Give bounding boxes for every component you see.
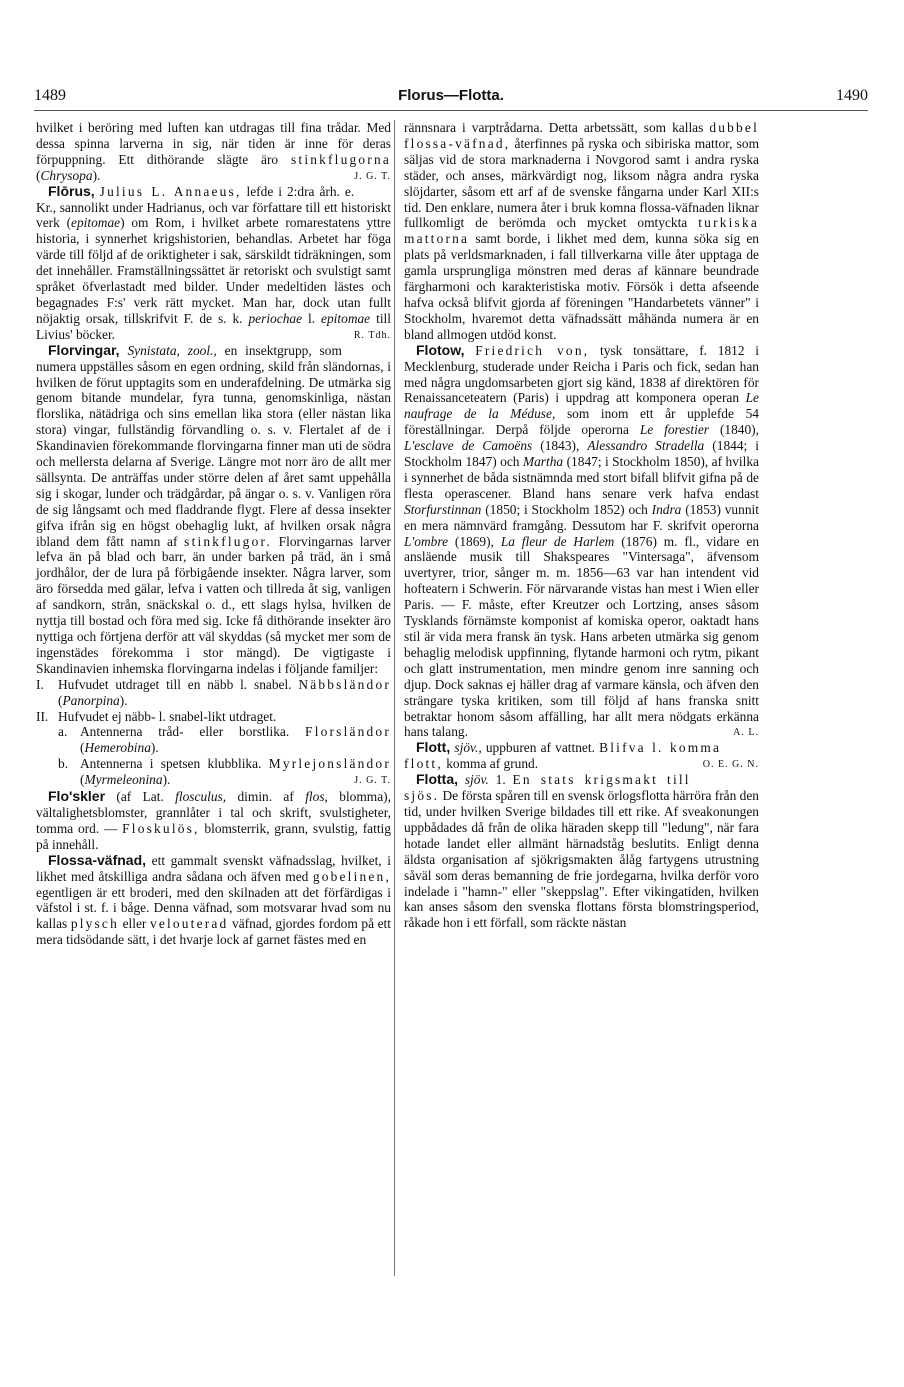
author-signature: A. L.	[733, 727, 759, 739]
page-header	[34, 87, 868, 109]
headword: Flossa-väfnad,	[48, 851, 147, 868]
list-item: a. Antennerna tråd- eller borstlika. Florsländor (Hemerobina).	[58, 724, 391, 756]
headword: Flott,	[416, 739, 451, 756]
author-signature: O. E. G. N.	[702, 759, 759, 771]
column-divider	[394, 120, 395, 1276]
entry-flott: Flott, sjöv., uppburen af vattnet. Blifva l. komma flott, komma af grund. O. E. G. N.	[404, 739, 759, 772]
header-rule	[34, 110, 868, 111]
entry-floskler: Flo'skler (af Lat. flosculus, dimin. af flos, blomma), vältalighetsblomster, grannlåter i tal och skrift, svulstigheter, tomma ord. — Floskulös, blomsterrik, grann, svulstig, fattig på innehåll.	[36, 788, 391, 852]
author-signature: J. G. T.	[354, 170, 391, 182]
entry-flotow: Flotow, Friedrich von, tysk tonsättare, f. 1812 i Mecklenburg, studerade under Reicha i Paris och fick, sedan han med några ungdomsarbeten gjort sig känd, 1838 af direktören för Renaissanceteatern (Paris) i uppdrag att komponera operan Le naufrage de la Méduse, som inom ett år upplefde 54 föreställningar. Derpå följde operorna Le forestier (1840), L'esclave de Camoëns (1843), Alessandro Stradella (1844; i Stockholm 1847) och Martha (1847; i Stockholm 1850), af hvilka i synnerhet de båda sistnämnda med stort bifall blifvit gifna på de flesta operascener. Bland hans senare verk hafva endast Storfurstinnan (1850; i Stockholm 1852) och Indra (1853) vunnit en mera nämnvärd framgång. Dessutom har F. skrifvit operorna L'ombre (1869), La fleur de Harlem (1876) m. fl., vidare en ansläende musik till Shakspeares "Vintersaga", äfvensom uvertyrer, trior, sånger m. m. 1856—63 var han intendent vid hofteatern i Schwerin. För närvarande vistas han mest i Wien eller Paris. — F. måste, efter Kreutzer och Lortzing, anses såsom Tysklands förnämste komponist af komiska operor, oaktadt hans stil är vida mera fransk än tysk. Hans arbeten utmärka sig genom behaglig melodisk uppfinning, flytande harmoni och rytm, pikant och glatt instrumentation, men mindre genom inre sanning och djup. Dock saknas ej häller drag af varmare känsla, och äfven den strängare tyska kritiken, som till följd af hans franska snitt betraktar honom såsom affälling, har allt mera nödgats erkänna hans talang. A. L.	[404, 341, 760, 740]
entry-florus: Flōrus, Julius L. Annaeus, lefde i 2:dra årh. e. Kr., sannolikt under Hadrianus, och var författare till ett historiskt verk (epitomae) om Rom, i hvilket arbete romarestatens yttre historia, i synnerhet krigshistorien, behandlas. Arbetet har föga värde till följd af de oriktigheter i sak, särskildt tidräkningen, som det innehåller. Framställningssättet är retoriskt och svulstigt samt språket öfverlastadt med bilder. Under medeltiden lästes och begagnades F:s' verk rätt mycket. Man har, dock utan fullt nöjaktig orsak, tillskrifvit F. de s. k. periochae l. epitomae till Livius' böcker. R. Tdh.	[36, 182, 391, 342]
column-left	[36, 120, 391, 948]
entry-florvingar: Florvingar, Synistata, zool., en insektgrupp, som numera uppställes såsom en egen ordning, skild från sländornas, i hvilken de förut upptagits som en underafdelning. De utmärka sig genom bitande mundelar, fyra tunna, genomskinliga, nästan florslika, nätädriga och sins emellan lika stora (eller nästan lika stora) vingar, fullständig förvandling o. s. v. Flertalet af de i Skandinavien förekommande florvingarna finner man uti de södra och mellersta delarna af Sverige. Längre mot norr äro de allt mer sällsynta. De anträffas under större delen af året samt uppehålla sig i skogar, lunder och trädgårdar, på ängar o. s. v. Vanligen röra de sig långsamt och med fladdrande flygt. Flere af dessa insekter gifva ifrån sig en högst obehaglig lukt, af hvilken orsak några ibland dem fått namn af stinkflugor. Florvingarnas larver lefva än på blad och barr, än under barken på träd, än i små jordhålor, der de lura på förbigående insekter. Några larver, som äro försedda med gälar, lefva i vatten och tillreda åt sig, vanligen af sandkorn, strån, snäckskal o. d., ett slags hylsa, hvilken de nyttja till bostad och föra med sig. Icke få dithörande insekter äro nyttiga och förtjena derför att väl skyddas (så mycket mer som de ingenstädes förekomma i stor mängd). De vigtigaste i Skandinavien inhemska florvingarna indelas i följande familjer:	[36, 341, 391, 676]
entry-flotta: Flotta, sjöv. 1. En stats krigsmakt till sjös. De första spåren till en svensk örlogsflotta härröra från den tid, under hvilken Sverige bildades till ett rike. Af sveakonungen uppbådades då från de olika häraden skepp till "ledung", när fara hotade landet eller allmänt härnadståg beslutits. Enligt denna äldsta organisation af sjökrigsmakten ålåg fartygens utrustning såväl som deras bemanning de frie jordegarna, hvilka derför voro indelade i "hamn-" eller "skeppslag". Efter vikingatiden, hvilken kan anses såsom den svenska flottans första blomstringsperiod, råkade hon i ett förfall, som räckte nästan	[404, 771, 759, 931]
running-title: Florus—Flotta.	[398, 87, 504, 104]
page-number-left: 1489	[34, 87, 66, 104]
headword: Flōrus,	[48, 182, 95, 199]
entry-continuation: hvilket i beröring med luften kan utdragas till fina trådar. Med dessa spinna larverna in sig, när tiden är inne för deras förpuppning. Ett dithörande slägte äro stinkflugorna (Chrysopa). J. G. T.	[36, 120, 391, 183]
entry-continuation: rännsnara i varptrådarna. Detta arbetssätt, som kallas dubbel flossa-väfnad, återfinnes på ryska och sibiriska mattor, som säljas vid de stora marknaderna i Novgorod samt i andra ryska städer, och anses, märkvärdigt nog, liksom några andra ryska slöjdarter, såsom ett arf af de svenske fångarna under Karl XII:s tid. Den enklare, numera åter i bruk komna flossa-väfnaden liknar fullkomligt de berömda och mycket omtyckta turkiska mattorna samt borde, i likhet med dem, kunna söka sig en plats på verldsmarknaden, i fall tillverkarna ville åter upptaga de gamla ursprungliga mönstren med deras af kännare beundrade färgharmoni och karakteristiska motiv. Försök i detta afseende hafva också blifvit gjorda af föreningen "Handarbetets vänner" i Stockholm, hvaremot detta väfnadssätt måhända numera är en bland allmogen utdöd konst.	[404, 120, 759, 342]
headword: Flotta,	[416, 771, 458, 788]
author-signature: R. Tdh.	[353, 329, 391, 341]
family-list	[36, 677, 391, 789]
list-item: II. Hufvudet ej näbb- l. snabel-likt utdraget.	[36, 708, 277, 724]
list-item: I. Hufvudet utdraget till en näbb l. snabel. Näbbsländor (Panorpina).	[36, 676, 391, 708]
entry-flossa-vafnad: Flossa-väfnad, ett gammalt svenskt väfnadsslag, hvilket, i likhet med åtskilliga andra sådana och äfven med gobelinen, egentligen är ett broderi, med den skilnaden att det förfärdigas i väfstol i st. f. i båge. Denna väfnad, som motsvarar hvad som nu kallas plysch eller velouterad väfnad, gjordes fordom på ett mera tidsödande sätt, i det hvarje lock af garnet fästes med en	[36, 851, 391, 948]
headword: Flotow,	[416, 341, 465, 358]
list-item: b. Antennerna i spetsen klubblika. Myrlejonsländor (Myrmeleonina). J. G. T.	[58, 756, 391, 788]
headword: Florvingar,	[48, 341, 120, 358]
column-right	[404, 120, 759, 931]
headword: Flo'skler	[48, 788, 106, 805]
page-number-right: 1490	[836, 87, 868, 104]
author-signature: J. G. T.	[354, 775, 391, 787]
